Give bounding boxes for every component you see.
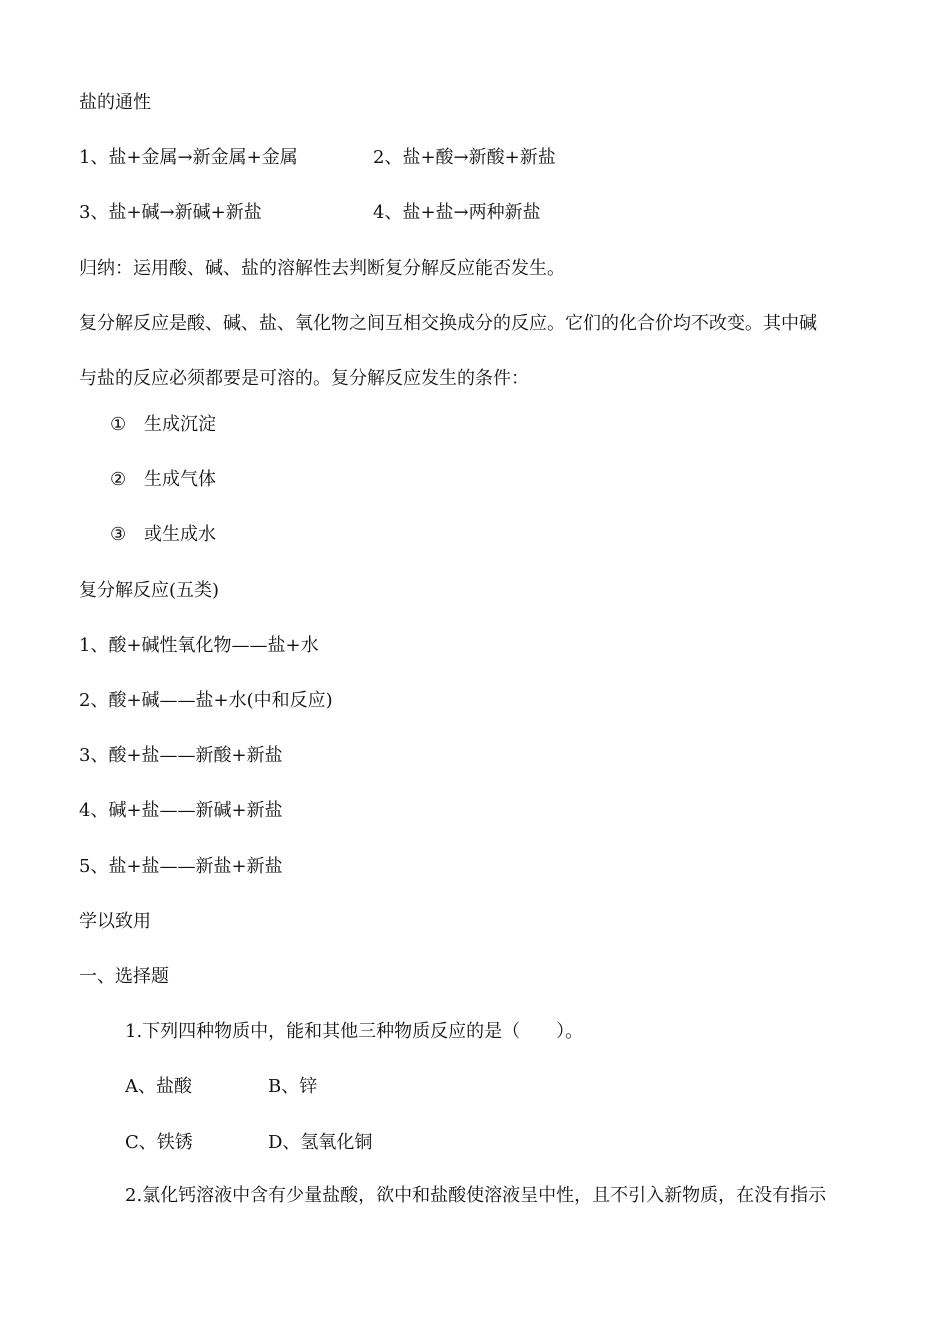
- question-option: C、铁锈: [125, 1132, 193, 1153]
- property-item: 4、盐+盐→两种新盐: [373, 202, 541, 223]
- condition-text: 或生成水: [144, 524, 216, 545]
- property-item: 2、盐+酸→新酸+新盐: [373, 147, 556, 168]
- types-heading: 复分解反应(五类): [79, 580, 220, 601]
- reaction-type: 4、碱+盐——新碱+新盐: [79, 800, 283, 821]
- condition-number: ③: [110, 524, 127, 545]
- condition-item: [110, 523, 216, 547]
- condition-item: [110, 413, 216, 437]
- question-stem: 1.下列四种物质中，能和其他三种物质反应的是（ ）。: [125, 1021, 584, 1042]
- condition-text: 生成沉淀: [144, 414, 216, 435]
- question-option: B、锌: [268, 1076, 318, 1097]
- question-option: A、盐酸: [125, 1076, 192, 1097]
- condition-number: ②: [110, 469, 127, 490]
- reaction-type: 1、酸+碱性氧化物——盐+水: [79, 635, 319, 656]
- paragraph-line: 复分解反应是酸、碱、盐、氧化物之间互相交换成分的反应。它们的化合价均不改变。其中碱: [79, 313, 817, 334]
- question-stem: 2.氯化钙溶液中含有少量盐酸，欲中和盐酸使溶液呈中性，且不引入新物质，在没有指示: [125, 1185, 827, 1206]
- reaction-type: 5、盐+盐——新盐+新盐: [79, 856, 283, 877]
- apply-heading: 学以致用: [79, 911, 151, 932]
- reaction-type: 3、酸+盐——新酸+新盐: [79, 745, 283, 766]
- section-title: 一、选择题: [79, 966, 169, 987]
- property-item: 1、盐+金属→新金属+金属: [79, 147, 298, 168]
- question-option: D、氢氧化铜: [268, 1132, 373, 1153]
- condition-number: ①: [110, 414, 127, 435]
- condition-item: [110, 468, 216, 492]
- condition-text: 生成气体: [144, 469, 216, 490]
- paragraph-line: 与盐的反应必须都要是可溶的。复分解反应发生的条件：: [79, 368, 529, 389]
- property-item: 3、盐+碱→新碱+新盐: [79, 202, 262, 223]
- heading-general-properties: 盐的通性: [79, 92, 151, 113]
- reaction-type: 2、酸+碱——盐+水(中和反应): [79, 690, 333, 711]
- summary-line: 归纳：运用酸、碱、盐的溶解性去判断复分解反应能否发生。: [79, 258, 565, 279]
